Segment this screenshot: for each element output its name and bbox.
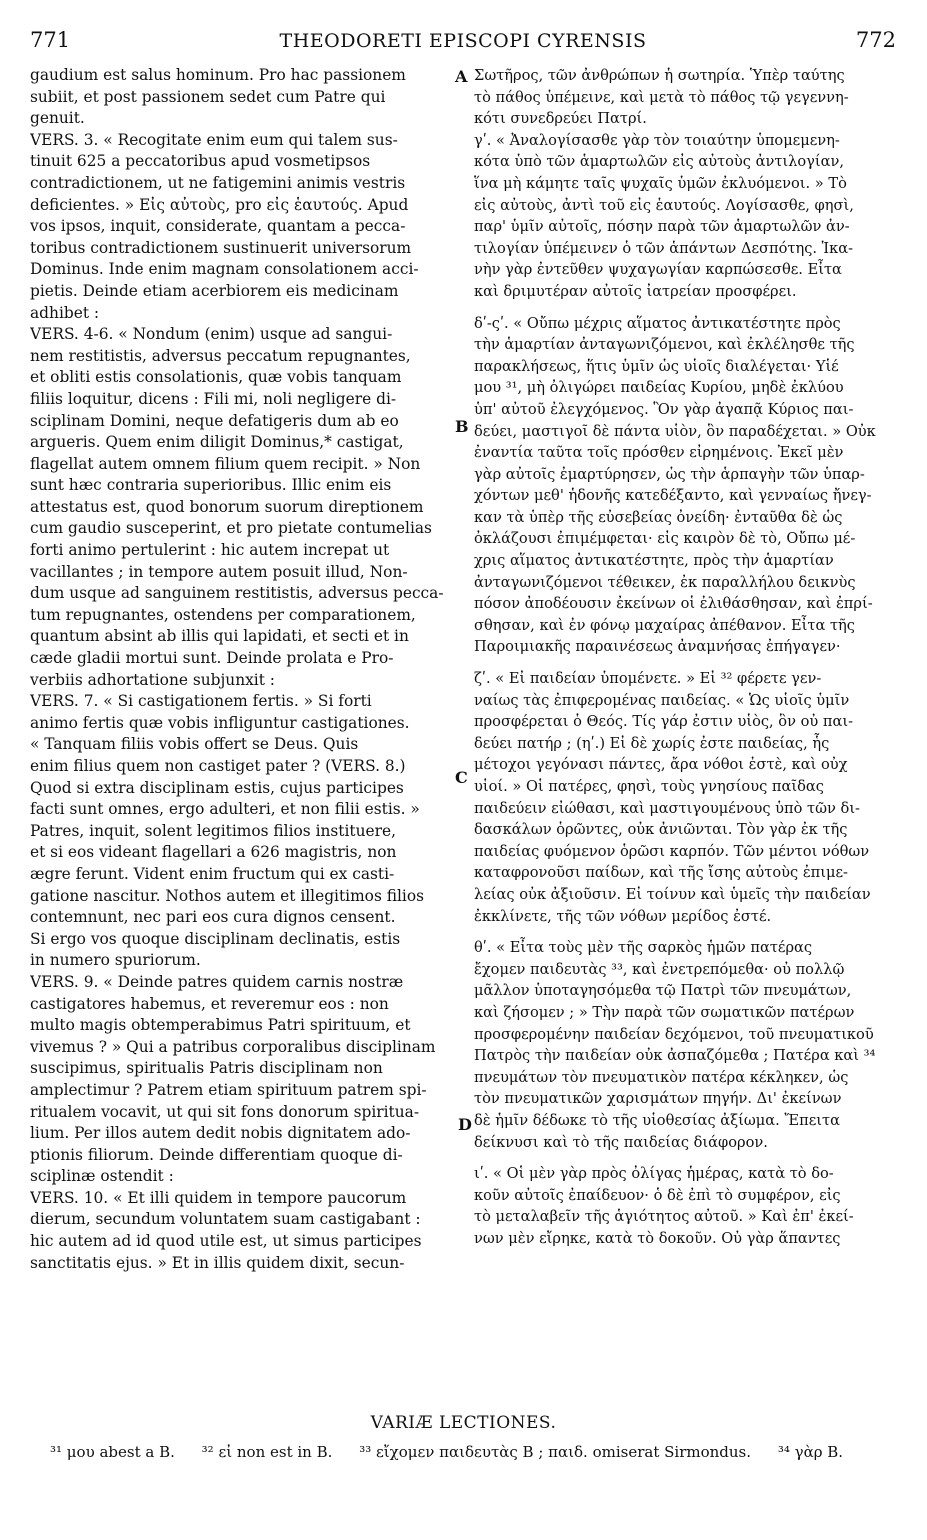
latin-text-line: subiit, et post passionem sedet cum Patre qui bbox=[30, 87, 386, 106]
greek-text-line: κότα ὑπὸ τῶν ἁμαρτωλῶν εἰς αὐτοὺς ἀντιλογίαν, bbox=[474, 153, 844, 171]
greek-text-line: κότι συνεδρεύει Πατρί. bbox=[474, 110, 647, 128]
latin-text-line: VERS. 10. « Et illi quidem in tempore paucorum bbox=[30, 1188, 407, 1207]
latin-text-line: dierum, secundum voluntatem suam castigabant : bbox=[30, 1210, 421, 1229]
margin-letter-d: D bbox=[458, 1115, 472, 1134]
greek-text-line: γʹ. « Ἀναλογίσασθε γὰρ τὸν τοιαύτην ὑπομεμενη- bbox=[474, 131, 840, 149]
greek-text-line: ἔχομεν παιδευτὰς ³³, καὶ ἐνετρεπόμεθα· οὐ πολλῷ bbox=[474, 960, 845, 978]
latin-text-line: flagellat autem omnem filium quem recipit. » Non bbox=[30, 454, 421, 473]
latin-text-line: et obliti estis consolationis, quæ vobis tanquam bbox=[30, 368, 402, 387]
greek-text-line: τὸ πάθος ὑπέμεινε, καὶ μετὰ τὸ πάθος τῷ γεγεννη- bbox=[474, 88, 849, 106]
latin-text-line: suscipimus, spiritualis Patris disciplinam non bbox=[30, 1059, 383, 1078]
greek-text-line: τὴν ἁμαρτίαν ἀνταγωνιζόμενοι, καὶ ἐκλέλησθε τῆς bbox=[474, 336, 855, 354]
footnotes bbox=[50, 1443, 900, 1461]
latin-text-line: deficientes. » Εἰς αὐτοὺς, pro εἰς ἑαυτούς. Apud bbox=[30, 195, 409, 214]
variae-lectiones-title: VARIÆ LECTIONES. bbox=[370, 1413, 557, 1433]
latin-text-line: Si ergo vos quoque disciplinam declinatis, estis bbox=[30, 929, 401, 948]
latin-text-line: VERS. 9. « Deinde patres quidem carnis nostræ bbox=[30, 972, 404, 991]
latin-text-line: vacillantes ; in tempore autem posuit illud, Non- bbox=[30, 562, 408, 581]
latin-text-line: sunt hæc contraria superioribus. Illic enim eis bbox=[30, 476, 392, 495]
margin-letter-b: B bbox=[455, 417, 469, 436]
page-number-right: 772 bbox=[855, 28, 896, 52]
latin-text-line: lium. Per illos autem dedit nobis dignitatem ado- bbox=[30, 1124, 411, 1143]
latin-text-line: ptionis filiorum. Deinde differentiam quoque di- bbox=[30, 1145, 403, 1164]
greek-text-line: ἀνταγωνιζόμενοι τέθεικεν, ἐκ παραλλήλου δεικνὺς bbox=[474, 573, 856, 591]
latin-text-line: verbiis adhortatione subjunxit : bbox=[30, 670, 275, 689]
greek-text-line: μᾶλλον ὑποταγησόμεθα τῷ Πατρὶ τῶν πνευμάτων, bbox=[474, 982, 852, 1000]
footnote: ³³ εἴχομεν παιδευτὰς B ; παιδ. omiserat Sirmondus. bbox=[359, 1443, 752, 1461]
latin-text-line: quantum absint ab illis qui lapidati, et secti et in bbox=[30, 627, 409, 646]
greek-text-line: Πατρὸς τὴν παιδείαν οὐκ ἀσπαζόμεθα ; Πατέρα καὶ ³⁴ bbox=[474, 1047, 876, 1065]
latin-text-line: gaudium est salus hominum. Pro hac passionem bbox=[30, 66, 406, 84]
greek-text-line: κοῦν αὐτοῖς ἐπαίδευον· ὁ δὲ ἐπὶ τὸ συμφέρον, εἰς bbox=[474, 1186, 841, 1204]
latin-text-line: et si eos videant flagellari a 626 magistris, non bbox=[30, 843, 397, 862]
footnote: ³⁴ γὰρ B. bbox=[777, 1443, 844, 1461]
latin-text-line: toribus contradictionem sustinuerit universorum bbox=[30, 238, 412, 257]
margin-letter-a: A bbox=[455, 67, 468, 86]
greek-text-line: δεύει, μαστιγοῖ δὲ πάντα υἱὸν, ὃν παραδέχεται. » Οὐκ bbox=[474, 422, 876, 440]
greek-text-line: καν τὰ ὑπὲρ τῆς εὐσεβείας ὀνείδη· ἐνταῦθα δὲ ὡς bbox=[474, 508, 843, 526]
greek-text-line: ὑπ' αὐτοῦ ἐλεγχόμενος. Ὃν γὰρ ἀγαπᾷ Κύριος παι- bbox=[474, 400, 854, 418]
greek-text-line: χρις αἵματος ἀντικατέστητε, πρὸς τὴν ἁμαρτίαν bbox=[474, 552, 834, 570]
greek-text-line: χόντων μεθ' ἡδονῆς κατεδέξαντο, καὶ γενναίως ἤνεγ- bbox=[474, 487, 872, 505]
greek-text-line: νὴν γὰρ ἐντεῦθεν ψυχαγωγίαν καρπώσεσθε. Εἶτα bbox=[474, 261, 842, 279]
latin-text-line: VERS. 7. « Si castigationem fertis. » Si forti bbox=[30, 692, 372, 711]
greek-text-line: καὶ δριμυτέραν αὐτοῖς ἰατρείαν προσφέρει. bbox=[474, 282, 797, 300]
greek-text-line: τιλογίαν ὑπέμεινεν ὁ τῶν ἁπάντων Δεσπότης. Ἱκα- bbox=[474, 239, 854, 257]
latin-text-line: nem restitistis, adversus peccatum repugnantes, bbox=[30, 346, 411, 365]
greek-text-line: Παροιμιακῆς παραινέσεως ἀναμνήσας ἐπήγαγεν· bbox=[474, 638, 841, 656]
greek-text-line: θʹ. « Εἶτα τοὺς μὲν τῆς σαρκὸς ἡμῶν πατέρας bbox=[474, 939, 813, 957]
greek-text-line: λείας οὐκ ἀξιοῦσιν. Εἰ τοίνυν καὶ ὑμεῖς τὴν παιδείαν bbox=[474, 885, 871, 903]
greek-text-line: δασκάλων ὁρῶντες, οὐκ ἀνιῶνται. Τὸν γὰρ ἐκ τῆς bbox=[474, 821, 848, 839]
page-number-left: 771 bbox=[30, 28, 71, 52]
greek-text-line: ναίως τὰς ἐπιφερομένας παιδείας. « Ὡς υἱοῖς ὑμῖν bbox=[474, 691, 850, 709]
greek-text-line: τὸ μεταλαβεῖν τῆς ἁγιότητος αὐτοῦ. » Καὶ ἐπ' ἐκεί- bbox=[474, 1208, 854, 1226]
greek-text-line: σθησαν, καὶ ἐν φόνῳ μαχαίρας ἀπέθανον. Εἶτα τῆς bbox=[474, 616, 855, 634]
latin-text-line: sanctitatis ejus. » Et in illis quidem dixit, secun- bbox=[30, 1253, 405, 1272]
latin-text-line: castigatores habemus, et reveremur eos : non bbox=[30, 994, 389, 1013]
latin-text-line: cum gaudio susceperint, et pro pietate contumelias bbox=[30, 519, 432, 538]
latin-column bbox=[30, 65, 455, 1274]
latin-text-line: sciplinæ ostendit : bbox=[30, 1167, 174, 1186]
greek-text-line: νων μὲν εἴρηκε, κατὰ τὸ δοκοῦν. Οὐ γὰρ ἅπαντες bbox=[474, 1229, 841, 1247]
latin-text-line: VERS. 3. « Recogitate enim eum qui talem sus- bbox=[30, 130, 398, 149]
latin-text-line: genuit. bbox=[30, 109, 85, 128]
latin-text-line: contemnunt, nec pari eos cura dignos censent. bbox=[30, 908, 396, 927]
latin-text-line: Quod si extra disciplinam estis, cujus participes bbox=[30, 778, 404, 797]
greek-text-line: υἱοί. » Οἱ πατέρες, φησὶ, τοὺς γνησίους παῖδας bbox=[474, 778, 824, 795]
latin-text-line: gatione nascitur. Nothos autem et illegitimos filios bbox=[30, 886, 425, 905]
greek-text-line: δὲ ἡμῖν δέδωκε τὸ τῆς υἱοθεσίας ἀξίωμα. Ἔπειτα bbox=[474, 1111, 840, 1129]
latin-text-line: forti animo pertulerint : hic autem increpat ut bbox=[30, 541, 390, 560]
latin-text-line: tum repugnantes, ostendens per comparationem, bbox=[30, 605, 416, 624]
greek-text-line: παρ' ὑμῖν αὐτοῖς, πόσην παρὰ τῶν ἁμαρτωλῶν ἀν- bbox=[474, 218, 850, 236]
greek-text-line: παιδεύειν εἰώθασι, καὶ μαστιγουμένους ὑπὸ τῶν δι- bbox=[474, 799, 860, 817]
greek-text-line: ἵνα μὴ κάμητε ταῖς ψυχαῖς ὑμῶν ἐκλυόμενοι. » Τὸ bbox=[474, 174, 847, 192]
greek-column bbox=[474, 65, 898, 1249]
latin-text-line: facti sunt omnes, ergo adulteri, et non filii estis. » bbox=[30, 800, 420, 819]
greek-text-line: παρακλήσεως, ἥτις ὑμῖν ὡς υἱοῖς διαλέγεται· Υἱέ bbox=[474, 357, 839, 375]
greek-text-line: ζʹ. « Εἰ παιδείαν ὑπομένετε. » Εἰ ³² φέρετε γεν- bbox=[474, 670, 822, 688]
greek-text-line: δεύει πατήρ ; (ηʹ.) Εἰ δὲ χωρίς ἐστε παιδείας, ἧς bbox=[474, 734, 830, 752]
latin-text-line: ritualem vocavit, ut qui sit fons donorum spiritua- bbox=[30, 1102, 420, 1121]
latin-text-line: cæde gladii mortui sunt. Deinde prolata e Pro- bbox=[30, 649, 394, 668]
greek-text-line: μου ³¹, μὴ ὀλιγώρει παιδείας Κυρίου, μηδὲ ἐκλύου bbox=[474, 379, 844, 397]
latin-text-line: contradictionem, ut ne fatigemini animis vestris bbox=[30, 173, 406, 192]
latin-text-line: animo fertis quæ vobis infliguntur castigationes. bbox=[30, 713, 410, 732]
greek-text-line: καταφρονοῦσι παίδων, καὶ τῆς ἴσης αὐτοὺς ἐπιμε- bbox=[474, 864, 848, 882]
latin-text-line: argueris. Quem enim diligit Dominus,* castigat, bbox=[30, 433, 404, 452]
latin-text-line: VERS. 4-6. « Nondum (enim) usque ad sangui- bbox=[30, 325, 393, 344]
latin-text-line: adhibet : bbox=[30, 303, 100, 322]
latin-text-line: vos ipsos, inquit, considerate, quantam a pecca- bbox=[30, 217, 406, 236]
greek-text-line: ιʹ. « Οἱ μὲν γὰρ πρὸς ὀλίγας ἡμέρας, κατὰ τὸ δο- bbox=[474, 1165, 834, 1183]
footnote: ³² εἰ non est in B. bbox=[201, 1443, 333, 1461]
latin-text-line: vivemus ? » Qui a patribus corporalibus disciplinam bbox=[30, 1037, 436, 1056]
latin-text-line: multo magis obtemperabimus Patri spirituum, et bbox=[30, 1016, 411, 1035]
latin-text-line: in numero spuriorum. bbox=[30, 951, 201, 970]
greek-text-line: ἐναντία ταῦτα τοῖς πρόσθεν εἰρημένοις. Ἐκεῖ μὲν bbox=[474, 444, 844, 462]
running-title: THEODORETI EPISCOPI CYRENSIS bbox=[279, 30, 647, 52]
latin-text-line: dum usque ad sanguinem restitistis, adversus pecca- bbox=[30, 584, 444, 603]
greek-text-line: ἐκκλίνετε, τῆς τῶν νόθων μερίδος ἐστέ. bbox=[474, 907, 772, 925]
latin-text-line: Patres, inquit, solent legitimos filios instituere, bbox=[30, 821, 396, 840]
greek-text-line: προσφερομένην παιδείαν δεχόμενοι, τοῦ πνευματικοῦ bbox=[474, 1025, 874, 1043]
greek-text-line: τὸν πνευματικῶν χαρισμάτων πηγήν. Δι' ἐκείνων bbox=[474, 1090, 842, 1108]
latin-text-line: sciplinam Domini, neque defatigeris dum ab eo bbox=[30, 411, 399, 430]
latin-text-line: ægre ferunt. Vident enim fructum qui ex casti- bbox=[30, 864, 395, 883]
latin-text-line: Dominus. Inde enim magnam consolationem acci- bbox=[30, 260, 419, 279]
latin-text-line: enim filius quem non castiget pater ? (VERS. 8.) bbox=[30, 757, 406, 775]
latin-text-line: pietis. Deinde etiam acerbiorem eis medicinam bbox=[30, 281, 399, 300]
greek-text-line: ὀκλάζουσι ἐπιμέμφεται· εἰς καιρὸν δὲ τὸ, Οὔπω μέ- bbox=[474, 530, 856, 548]
greek-text-line: προσφέρεται ὁ Θεός. Τίς γάρ ἐστιν υἱὸς, ὃν οὐ παι- bbox=[474, 713, 854, 731]
latin-text-line: filiis loquitur, dicens : Fili mi, noli negligere di- bbox=[30, 389, 397, 408]
greek-text-line: πνευμάτων τὸν πνευματικὸν πατέρα κέκληκεν, ὡς bbox=[474, 1068, 849, 1086]
greek-text-line: Σωτῆρος, τῶν ἀνθρώπων ἡ σωτηρία. Ὑπὲρ ταύτης bbox=[474, 67, 845, 84]
greek-text-line: δʹ-ςʹ. « Οὔπω μέχρις αἵματος ἀντικατέστητε πρὸς bbox=[474, 314, 841, 332]
footnote: ³¹ μου abest a B. bbox=[50, 1443, 175, 1461]
margin-letter-c: C bbox=[455, 768, 468, 787]
greek-text-line: παιδείας φυόμενον ὁρῶσι καρπόν. Τῶν μέντοι νόθων bbox=[474, 842, 870, 860]
greek-text-line: γὰρ αὐτοῖς ἐμαρτύρησεν, ὡς τὴν ἁρπαγὴν τῶν ὑπαρ- bbox=[474, 465, 865, 483]
greek-text-line: πόσον ἀποδέουσιν ἐκείνων οἱ ἐλιθάσθησαν, καὶ ἐπρί- bbox=[474, 595, 873, 613]
latin-text-line: hic autem ad id quod utile est, ut simus participes bbox=[30, 1232, 422, 1251]
greek-text-line: εἰς αὐτοὺς, ἀντὶ τοῦ εἰς ἑαυτούς. Λογίσασθε, φησὶ, bbox=[474, 196, 854, 214]
greek-text-line: δείκνυσι καὶ τὸ τῆς παιδείας διάφορον. bbox=[474, 1133, 768, 1151]
page-header bbox=[30, 28, 896, 62]
greek-text-line: μέτοχοι γεγόνασι πάντες, ἄρα νόθοι ἐστὲ, καὶ οὐχ bbox=[474, 756, 848, 774]
latin-text-line: « Tanquam filiis vobis offert se Deus. Quis bbox=[30, 735, 359, 754]
latin-text-line: tinuit 625 a peccatoribus apud vosmetipsos bbox=[30, 152, 371, 171]
latin-text-line: attestatus est, quod bonorum suorum direptionem bbox=[30, 497, 424, 516]
greek-text-line: καὶ ζήσομεν ; » Τὴν παρὰ τῶν σωματικῶν πατέρων bbox=[474, 1003, 855, 1021]
latin-text-line: amplectimur ? Patrem etiam spirituum patrem spi- bbox=[30, 1080, 427, 1099]
